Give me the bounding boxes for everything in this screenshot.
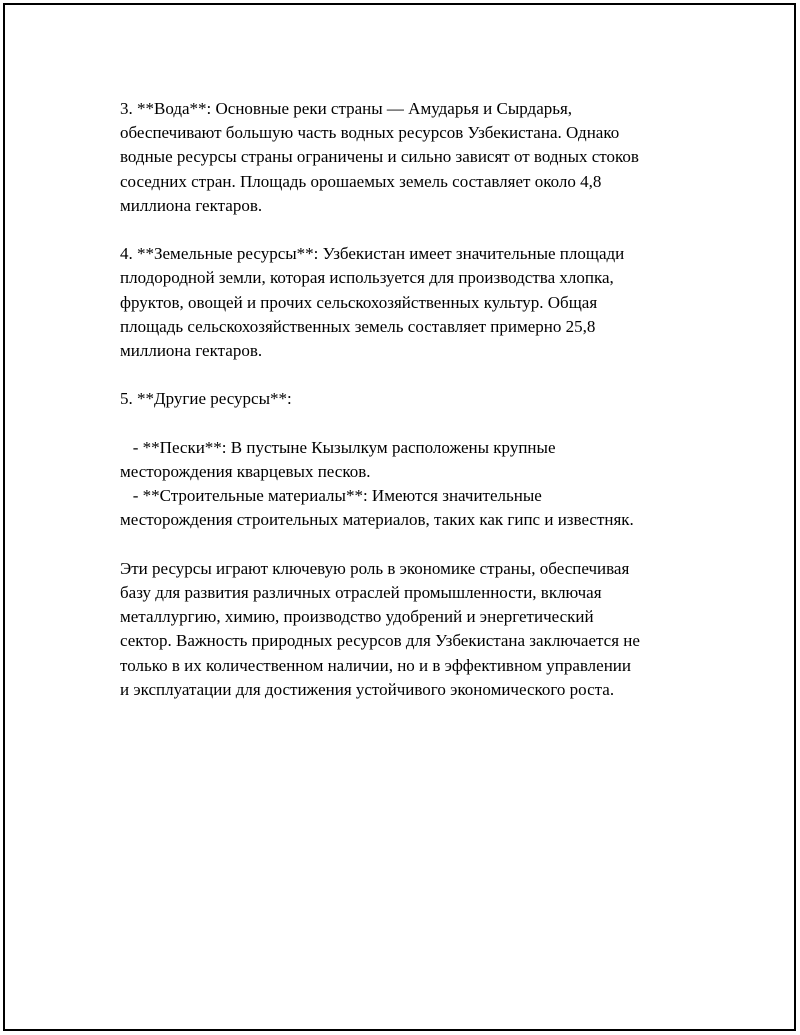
paragraph-land-resources: 4. **Земельные ресурсы**: Узбекистан имеет значительные площади плодородной земли, которая используется для производства хлопка, фруктов, овощей и прочих сельскохозяйственных культур. Общая площадь сельскохозяйственных земель составляет примерно 25,8 миллиона гектаров. — [120, 244, 625, 361]
paragraph-gap — [120, 412, 700, 436]
paragraph-other-resources-heading: 5. **Другие ресурсы**: — [120, 389, 292, 409]
paragraph-other-resources-list: - **Пески**: В пустыне Кызылкум расположены крупные месторождения кварцевых песков. - **Строительные материалы**: Имеются значительные месторождения строительных материалов, таких как гипс и известняк. — [120, 437, 634, 530]
paragraph-gap — [120, 218, 700, 242]
paragraph-gap — [120, 533, 700, 557]
document-page — [3, 3, 796, 1031]
document-body — [120, 97, 700, 702]
paragraph-conclusion: Эти ресурсы играют ключевую роль в экономике страны, обеспечивая базу для развития различных отраслей промышленности, включая металлургию, химию, производство удобрений и энергетический сектор. Важность природных ресурсов для Узбекистана заключается не только в их количественном наличии, но и в эффективном управлении и эксплуатации для достижения устойчивого экономического роста. — [120, 558, 640, 699]
paragraph-gap — [120, 363, 700, 387]
paragraph-water: 3. **Вода**: Основные реки страны — Амударья и Сырдарья, обеспечивают большую часть водных ресурсов Узбекистана. Однако водные ресурсы страны ограничены и сильно зависят от водных стоков соседних стран. Площадь орошаемых земель составляет около 4,8 миллиона гектаров. — [120, 99, 639, 215]
